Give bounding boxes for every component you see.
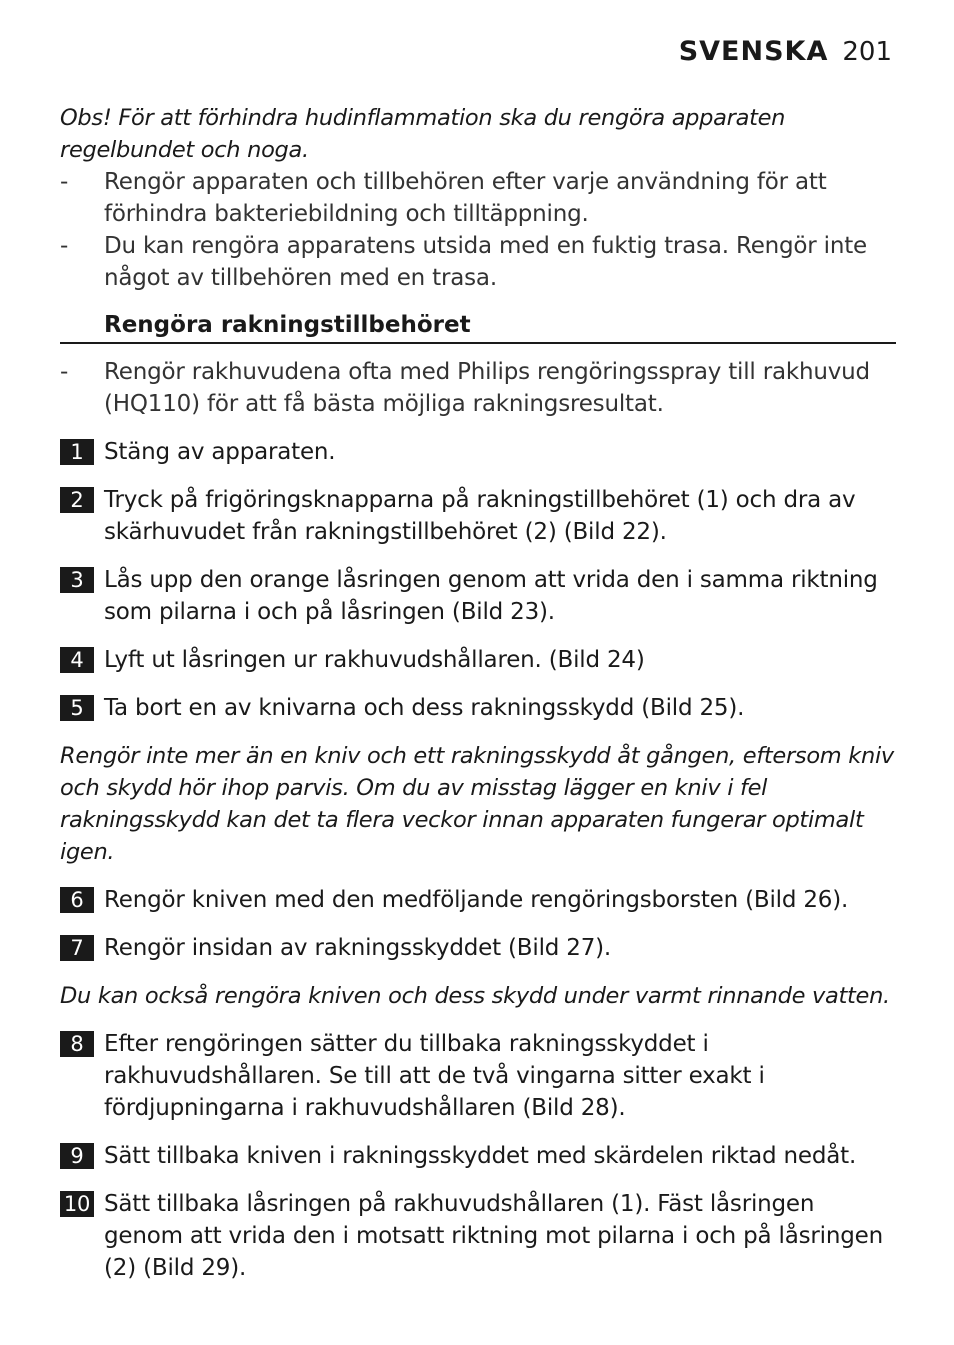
step-number-badge: 3 [60, 567, 94, 593]
note-one-at-a-time: Rengör inte mer än en kniv och ett rakningsskydd åt gången, eftersom kniv och skydd hör ihop parvis. Om du av misstag lägger en kniv i fel rakningsskydd kan det ta flera veckor innan apparaten fungerar optimalt igen. [60, 743, 894, 865]
step-4 [60, 644, 896, 676]
step-number-badge: 4 [60, 647, 94, 673]
step-text: Efter rengöringen sätter du tillbaka rakningsskyddet i rakhuvudshållaren. Se till att de två vingarna sitter exakt i fördjupningarna i rakhuvudshållaren (Bild 28). [104, 1031, 765, 1121]
step-number-badge: 9 [60, 1143, 94, 1169]
step-8 [60, 1028, 896, 1124]
note-skin-irritation: Obs! För att förhindra hudinflammation ska du rengöra apparaten regelbundet och noga. [60, 105, 786, 163]
section-heading: Rengöra rakningstillbehöret [104, 312, 471, 338]
step-2 [60, 484, 896, 548]
list-item [60, 356, 896, 420]
page-header [679, 36, 892, 67]
bullet-list-general [60, 166, 896, 294]
step-1 [60, 436, 896, 468]
page-number: 201 [842, 37, 892, 67]
step-text: Ta bort en av knivarna och dess rakningsskydd (Bild 25). [104, 695, 745, 721]
step-text: Lyft ut låsringen ur rakhuvudshållaren. (Bild 24) [104, 647, 645, 673]
step-text: Lås upp den orange låsringen genom att vrida den i samma riktning som pilarna i och på låsringen (Bild 23). [104, 567, 878, 625]
step-number-badge: 2 [60, 487, 94, 513]
list-item-text: Rengör rakhuvudena ofta med Philips rengöringsspray till rakhuvud (HQ110) för att få bästa möjliga rakningsresultat. [104, 359, 870, 417]
step-text: Sätt tillbaka låsringen på rakhuvudshållaren (1). Fäst låsringen genom att vrida den i motsatt riktning mot pilarna i och på låsringen (2) (Bild 29). [104, 1191, 883, 1281]
step-3 [60, 564, 896, 628]
step-number-badge: 7 [60, 935, 94, 961]
step-number-badge: 8 [60, 1031, 94, 1057]
list-item [60, 166, 896, 230]
step-text: Sätt tillbaka kniven i rakningsskyddet med skärdelen riktad nedåt. [104, 1143, 857, 1169]
step-number-badge: 5 [60, 695, 94, 721]
dash-marker: - [60, 233, 69, 259]
step-number-badge: 6 [60, 887, 94, 913]
list-item-text: Du kan rengöra apparatens utsida med en fuktig trasa. Rengör inte något av tillbehören med en trasa. [104, 233, 867, 291]
step-6 [60, 884, 896, 916]
step-5 [60, 692, 896, 724]
step-text: Rengör insidan av rakningsskyddet (Bild 27). [104, 935, 612, 961]
dash-marker: - [60, 169, 69, 195]
step-number-badge: 10 [60, 1191, 94, 1217]
step-9 [60, 1140, 896, 1172]
list-item [60, 230, 896, 294]
dash-marker: - [60, 359, 69, 385]
list-item-text: Rengör apparaten och tillbehören efter varje användning för att förhindra bakteriebildning och tilltäppning. [104, 169, 827, 227]
section-heading-rule [60, 310, 896, 344]
step-text: Tryck på frigöringsknapparna på rakningstillbehöret (1) och dra av skärhuvudet från rakningstillbehöret (2) (Bild 22). [104, 487, 856, 545]
step-7 [60, 932, 896, 964]
language-label: SVENSKA [678, 36, 829, 67]
bullet-list-shaving [60, 356, 896, 420]
step-number-badge: 1 [60, 439, 94, 465]
note-rinse-water: Du kan också rengöra kniven och dess skydd under varmt rinnande vatten. [60, 983, 890, 1009]
step-text: Stäng av apparaten. [104, 439, 336, 465]
step-text: Rengör kniven med den medföljande rengöringsborsten (Bild 26). [104, 887, 849, 913]
page-content [60, 102, 896, 1284]
step-10 [60, 1188, 896, 1284]
